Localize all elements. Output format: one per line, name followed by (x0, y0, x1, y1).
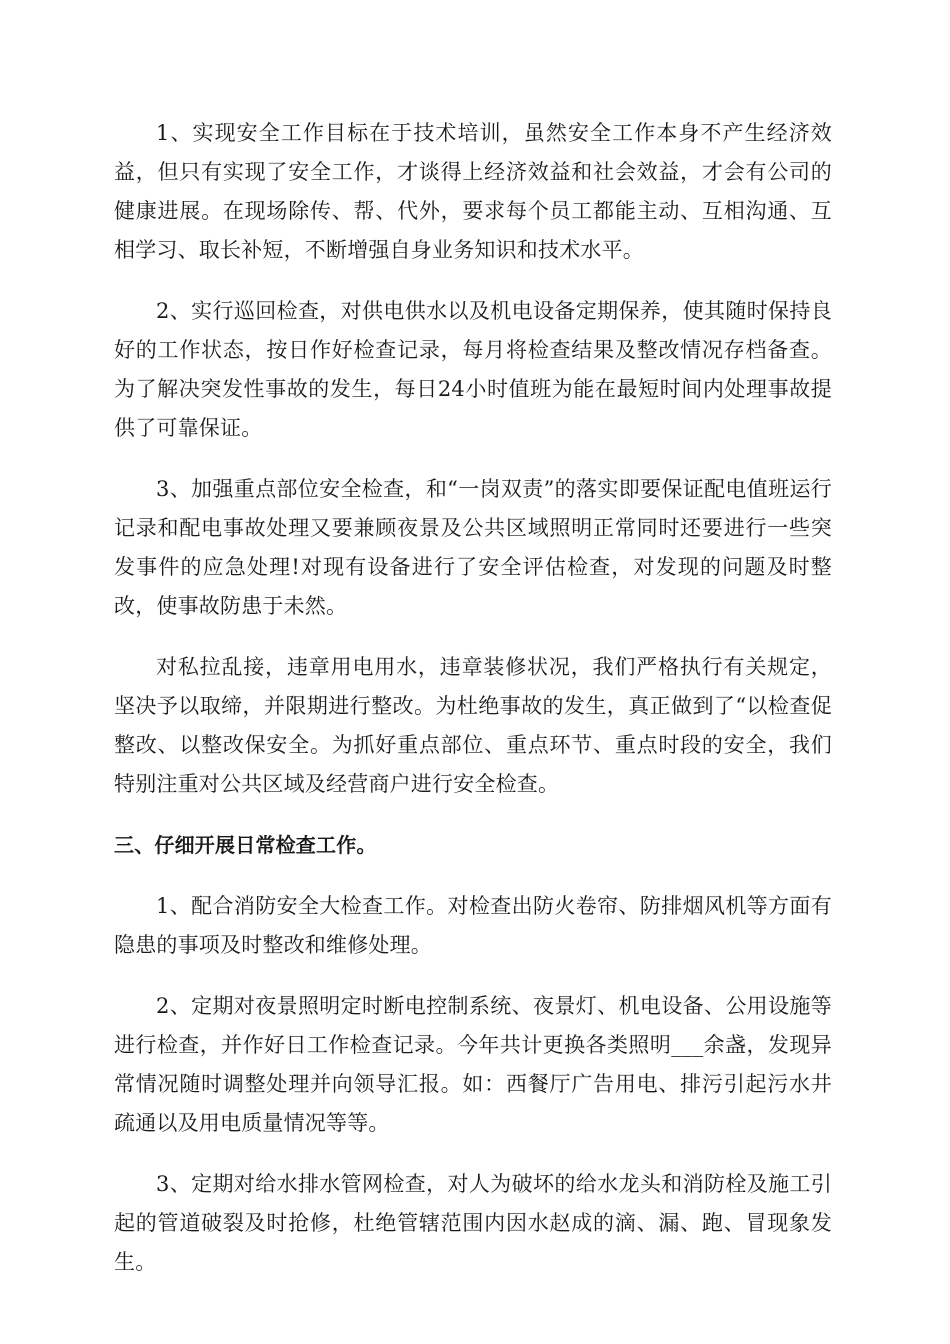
document-page (114, 114, 832, 1304)
paragraph-water-pipe-inspection: 3、定期对给水排水管网检查，对人为破坏的给水龙头和消防栓及施工引起的管道破裂及时抢修，杜绝管辖范围内因水赵成的滴、漏、跑、冒现象发生。 (114, 1172, 832, 1274)
paragraph-technical-training: 1、实现安全工作目标在于技术培训，虽然安全工作本身不产生经济效益，但只有实现了安全工作，才谈得上经济效益和社会效益，才会有公司的健康进展。在现场除传、帮、代外，要求每个员工都能主动、互相沟通、互相学习、取长补短，不断增强自身业务知识和技术水平。 (114, 121, 832, 262)
paragraph-key-area-inspection: 3、加强重点部位安全检查，和“一岗双责”的落实即要保证配电值班运行记录和配电事故处理又要兼顾夜景及公共区域照明正常同时还要进行一些突发事件的应急处理!对现有设备进行了安全评估检查，对发现的问题及时整改，使事故防患于未然。 (114, 477, 832, 618)
paragraph-fire-inspection: 1、配合消防安全大检查工作。对检查出防火卷帘、防排烟风机等方面有隐患的事项及时整改和维修处理。 (114, 894, 832, 957)
section-heading-daily-inspection: 三、仔细开展日常检查工作。 (114, 833, 377, 857)
paragraph-lighting-inspection: 2、定期对夜景照明定时断电控制系统、夜景灯、机电设备、公用设施等进行检查，并作好日工作检查记录。今年共计更换各类照明___余盏，发现异常情况随时调整处理并向领导汇报。如：西餐厅广告用电、排污引起污水井疏通以及用电质量情况等等。 (114, 994, 832, 1135)
paragraph-patrol-inspection: 2、实行巡回检查，对供电供水以及机电设备定期保养，使其随时保持良好的工作状态，按日作好检查记录，每月将检查结果及整改情况存档备查。为了解决突发性事故的发生，每日24小时值班为能在最短时间内处理事故提供了可靠保证。 (114, 299, 832, 440)
paragraph-illegal-wiring: 对私拉乱接，违章用电用水，违章装修状况，我们严格执行有关规定，坚决予以取缔，并限期进行整改。为杜绝事故的发生，真正做到了“以检查促整改、以整改保安全。为抓好重点部位、重点环节、重点时段的安全，我们特别注重对公共区域及经营商户进行安全检查。 (114, 655, 832, 796)
